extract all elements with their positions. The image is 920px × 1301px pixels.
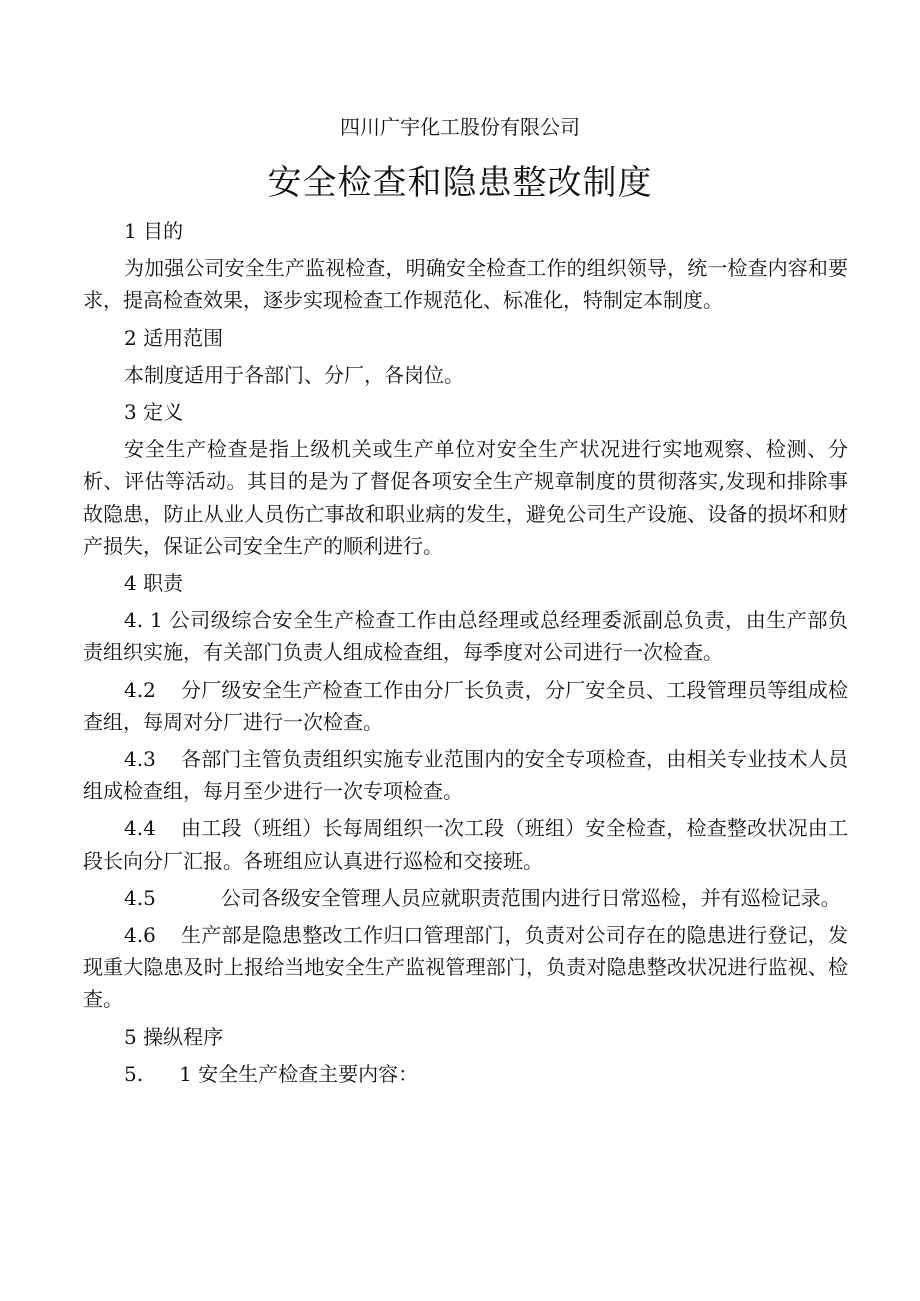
clause-4-3-number: 4.3 <box>124 747 156 772</box>
clause-4-6-number: 4.6 <box>124 923 156 948</box>
clause-4-3-text: 各部门主管负责组织实施专业范围内的安全专项检查，由相关专业技术人员组成检查组，每月至少进行一次专项检查。 <box>83 747 848 804</box>
clause-4-3 <box>83 743 848 807</box>
document-title: 安全检查和隐患整改制度 <box>267 163 653 203</box>
clause-4-4-text: 由工段（班组）长每周组织一次工段（班组）安全检查，检查整改状况由工段长向分厂汇报。各班组应认真进行巡检和交接班。 <box>83 816 848 873</box>
section-2-text: 本制度适用于各部门、分厂，各岗位。 <box>124 362 464 387</box>
clause-5-1-text: 1 安全生产检查主要内容： <box>179 1061 419 1086</box>
section-3-text: 安全生产检查是指上级机关或生产单位对安全生产状况进行实地观察、检测、分析、评估等活动。其目的是为了督促各项安全生产规章制度的贯彻落实,发现和排除事故隐患，防止从业人员伤亡事故和职业病的发生，避免公司生产设施、设备的损坏和财产损失，保证公司安全生产的顺利进行。 <box>83 437 848 558</box>
clause-4-4-number: 4.4 <box>124 816 156 841</box>
section-5-heading: 5 操纵程序 <box>124 1024 224 1049</box>
clause-4-5 <box>83 882 848 914</box>
clause-4-4 <box>83 812 848 876</box>
clause-4-2 <box>83 674 848 738</box>
clause-5-1-number: 5. <box>124 1061 144 1086</box>
clause-4-2-number: 4.2 <box>124 677 156 702</box>
section-1-heading: 1 目的 <box>124 219 184 243</box>
clause-4-1: 4. 1 公司级综合安全生产检查工作由总经理或总经理委派副总负责，由生产部负责组织实施，有关部门负责人组成检查组，每季度对公司进行一次检查。 <box>83 608 848 665</box>
section-4-heading: 4 职责 <box>124 571 184 596</box>
clause-4-6 <box>83 919 848 1016</box>
document-body <box>83 215 848 1095</box>
clause-4-5-text: 公司各级安全管理人员应就职责范围内进行日常巡检，并有巡检记录。 <box>220 885 841 910</box>
section-2-heading: 2 适用范围 <box>124 325 224 350</box>
company-name: 四川广宇化工股份有限公司 <box>340 115 580 139</box>
section-1-text: 为加强公司安全生产监视检查，明确安全检查工作的组织领导，统一检查内容和要求，提高检查效果，逐步实现检查工作规范化、标准化，特制定本制度。 <box>83 256 848 313</box>
clause-4-2-text: 分厂级安全生产检查工作由分厂长负责，分厂安全员、工段管理员等组成检查组，每周对分厂进行一次检查。 <box>83 677 848 734</box>
clause-4-6-text: 生产部是隐患整改工作归口管理部门，负责对公司存在的隐患进行登记，发现重大隐患及时上报给当地安全生产监视管理部门，负责对隐患整改状况进行监视、检查。 <box>83 923 848 1012</box>
section-3-heading: 3 定义 <box>124 400 184 425</box>
clause-4-5-number: 4.5 <box>124 885 156 910</box>
clause-5-1 <box>83 1058 848 1090</box>
